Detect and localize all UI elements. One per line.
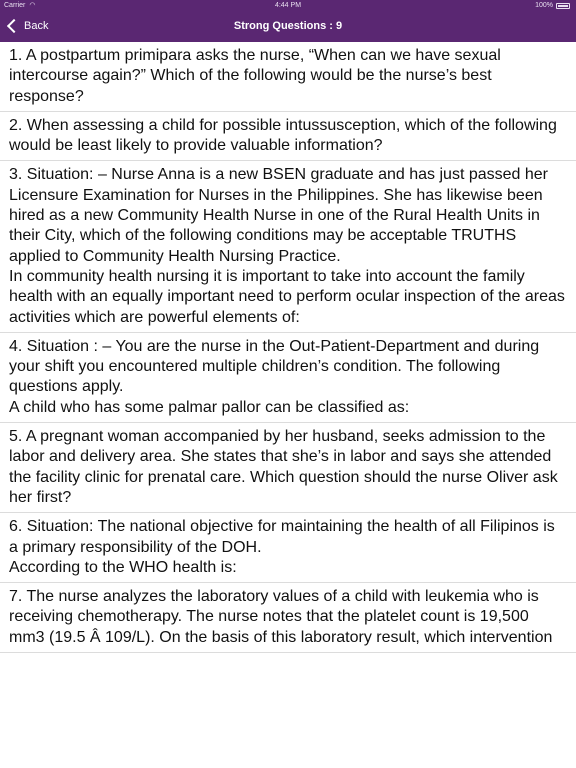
carrier-text: Carrier bbox=[4, 2, 26, 9]
question-item-4[interactable]: 4. Situation : – You are the nurse in the Out-Patient-Department and during your shift you encountered multiple children’s condition. The following questions apply. A child who has some palmar pallor can be classified as: bbox=[0, 333, 576, 423]
status-time: 4:44 PM bbox=[274, 2, 302, 9]
status-right bbox=[535, 0, 570, 11]
back-button[interactable] bbox=[6, 15, 48, 37]
chevron-left-icon bbox=[7, 19, 21, 33]
wifi-icon: ◠ bbox=[29, 2, 36, 9]
question-item-3[interactable]: 3. Situation: – Nurse Anna is a new BSEN graduate and has just passed her Licensure Examination for Nurses in the Philippines. She has likewise been hired as a new Community Health Nurse in one of the Rural Health Units in their City, which of the following conditions may be acceptable TRUTHS applied to Community Health Nursing Practice. In community health nursing it is important to take into account the family health with an equally important need to perform ocular inspection of the areas activities which are powerful elements of: bbox=[0, 161, 576, 332]
back-label: Back bbox=[24, 20, 49, 32]
question-item-5[interactable]: 5. A pregnant woman accompanied by her husband, seeks admission to the labor and delivery area. She states that she’s in labor and says she attended the facility clinic for prenatal care. Which question should the nurse Oliver ask her first? bbox=[0, 423, 576, 513]
question-item-6[interactable]: 6. Situation: The national objective for maintaining the health of all Filipinos is a primary responsibility of the DOH. According to the WHO health is: bbox=[0, 513, 576, 583]
page-title: Strong Questions : 9 bbox=[233, 20, 343, 32]
status-bar bbox=[0, 0, 576, 11]
question-item-1[interactable]: 1. A postpartum primipara asks the nurse, “When can we have sexual intercourse again?” Which of the following would be the nurse’s best response? bbox=[0, 42, 576, 112]
question-list[interactable] bbox=[0, 42, 576, 768]
navigation-bar bbox=[0, 11, 576, 42]
top-bar bbox=[0, 0, 576, 42]
battery-icon bbox=[556, 3, 570, 9]
question-item-7[interactable]: 7. The nurse analyzes the laboratory values of a child with leukemia who is receiving chemotherapy. The nurse notes that the platelet count is 19,500 mm3 (19.5 Â 109/L). On the basis of this laboratory result, which intervention bbox=[0, 583, 576, 653]
question-item-2[interactable]: 2. When assessing a child for possible intussusception, which of the following would be least likely to provide valuable information? bbox=[0, 112, 576, 162]
battery-percent: 100% bbox=[535, 2, 553, 9]
